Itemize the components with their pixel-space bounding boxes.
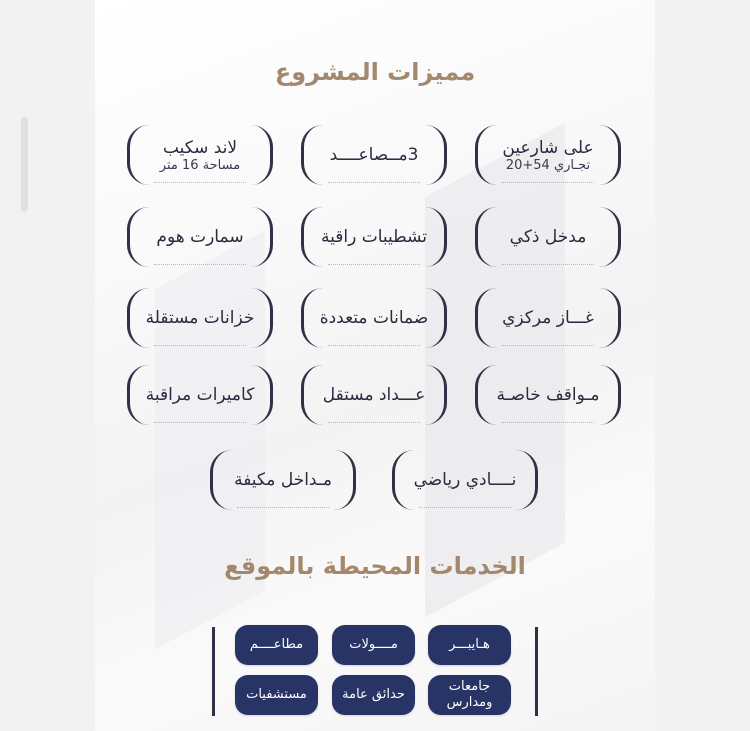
feature-label: نــــادي رياضي [413,470,517,490]
feature-elevators [301,125,447,185]
services-divider-left [212,627,215,716]
service-universities-schools: جامعات ومدارس [428,675,511,715]
feature-two-streets [475,125,621,185]
feature-smart-entrance [475,207,621,267]
feature-private-parking [475,365,621,425]
feature-sublabel: مساحة 16 متر [159,157,241,173]
feature-label: سمارت هوم [156,227,244,247]
features-title: مميزات المشروع [274,58,476,86]
feature-warranties [301,288,447,348]
feature-label: على شارعين [502,137,594,158]
feature-smart-home [127,207,273,267]
feature-luxury-finishes [301,207,447,267]
feature-label: كاميرات مراقبة [145,385,255,405]
services-divider-right [535,627,538,716]
feature-label: مـداخل مكيفة [234,470,332,490]
feature-label: تشطيبات راقية [321,227,427,247]
feature-gym [392,450,538,510]
feature-label: غـــاز مركزي [502,308,594,328]
feature-label: عـــداد مستقل [322,385,426,405]
service-hospitals: مستشفيات [235,675,318,715]
service-malls: مــــولات [332,625,415,665]
service-public-parks: حدائق عامة [332,675,415,715]
brochure-page [95,0,655,731]
feature-label: ضمانات متعددة [319,308,429,328]
feature-label: خزانات مستقلة [145,308,255,328]
feature-landscape [127,125,273,185]
feature-sublabel: تجـاري 54+20 [505,157,591,173]
feature-separate-meter [301,365,447,425]
services-title: الخدمات المحيطة بالموقع [224,552,526,580]
service-restaurants: مطاعــــم [235,625,318,665]
feature-label: مدخل ذكي [509,227,587,247]
feature-central-gas [475,288,621,348]
feature-label: مـواقف خاصـة [496,385,600,405]
feature-separate-tanks [127,288,273,348]
feature-label: لاند سكيب [162,137,238,158]
feature-label: 3مــصاعــــد [329,145,419,165]
feature-cctv [127,365,273,425]
service-hypermarket: هـايبـــر [428,625,511,665]
feature-ac-entrances [210,450,356,510]
scrollbar[interactable] [21,117,28,212]
